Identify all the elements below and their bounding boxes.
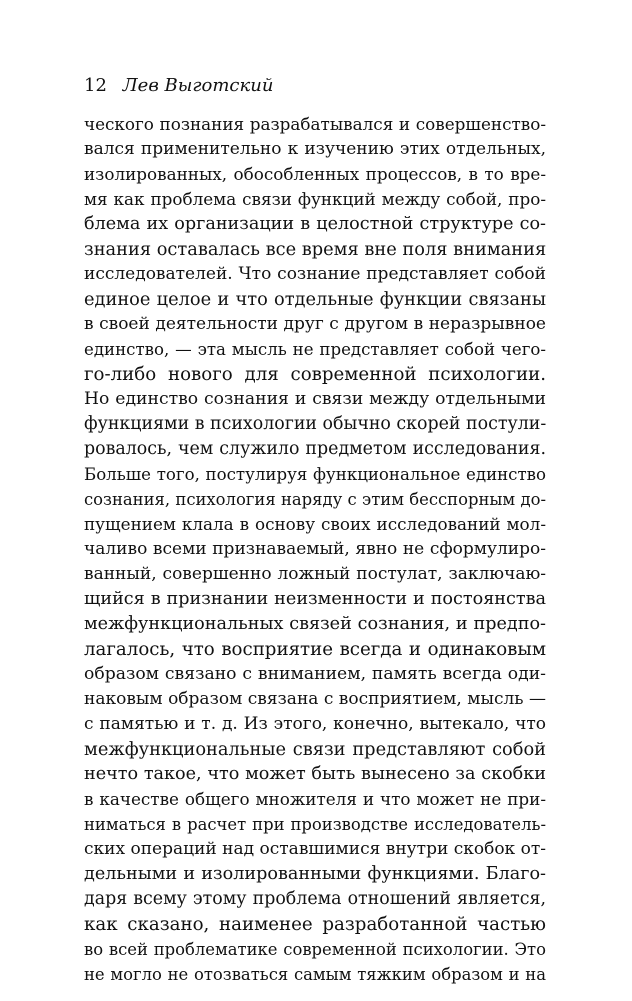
running-title: Лев Выготский bbox=[122, 75, 274, 96]
text-line: мя как проблема связи функций между собой, про- bbox=[84, 189, 546, 209]
running-header bbox=[84, 74, 273, 98]
page-number: 12 bbox=[84, 75, 107, 96]
text-line: функциями в психологии обычно скорей постули- bbox=[84, 414, 547, 434]
text-line: ческого познания разрабатывался и совершенство- bbox=[84, 114, 546, 134]
text-line: ровалось, чем служило предметом исследования. bbox=[84, 439, 546, 459]
text-line: во всей проблематике современной психологии. Это bbox=[84, 940, 546, 959]
text-line: с памятью и т. д. Из этого, конечно, вытекало, что bbox=[84, 714, 546, 734]
text-line: наковым образом связана с восприятием, мысль — bbox=[84, 689, 546, 709]
body-text bbox=[84, 112, 546, 987]
text-line: в своей деятельности друг с другом в неразрывное bbox=[84, 314, 546, 334]
text-line: дельными и изолированными функциями. Благо- bbox=[84, 864, 546, 884]
text-line: ниматься в расчет при производстве исследователь- bbox=[84, 815, 546, 834]
text-line: исследователей. Что сознание представляет собой bbox=[84, 264, 546, 284]
text-line: го-либо нового для современной психологии. bbox=[84, 364, 546, 385]
text-line: знания оставалась все время вне поля внимания bbox=[84, 239, 547, 260]
text-line: ских операций над оставшимися внутри скобок от- bbox=[84, 839, 546, 859]
text-line: вался применительно к изучению этих отдельных, bbox=[84, 139, 546, 159]
text-line: ванный, совершенно ложный постулат, заключаю- bbox=[84, 564, 546, 584]
text-line: блема их организации в целостной структуре со- bbox=[84, 214, 546, 234]
text-line: лагалось, что восприятие всегда и одинаковым bbox=[84, 639, 546, 660]
text-line: даря всему этому проблема отношений является, bbox=[84, 889, 546, 909]
text-line: в качестве общего множителя и что может не при- bbox=[84, 789, 546, 809]
text-line: образом связано с вниманием, память всегда оди- bbox=[84, 664, 546, 684]
text-line: нечто такое, что может быть вынесено за скобки bbox=[84, 764, 546, 784]
text-line: единство, — эта мысль не представляет собой чего- bbox=[84, 340, 546, 359]
text-line: чаливо всеми признаваемый, явно не сформулиро- bbox=[84, 539, 546, 559]
text-line: Но единство сознания и связи между отдельными bbox=[84, 389, 546, 409]
text-line: сознания, психология наряду с этим бесспорным до- bbox=[84, 490, 546, 509]
text-line: пущением клала в основу своих исследований мол- bbox=[84, 514, 546, 534]
text-line: как сказано, наименее разработанной частью bbox=[84, 914, 546, 935]
text-line: Больше того, постулируя функциональное единство bbox=[84, 465, 546, 484]
text-line: межфункциональных связей сознания, и предпо- bbox=[84, 614, 546, 634]
text-line: щийся в признании неизменности и постоянства bbox=[84, 589, 546, 609]
text-line: не могло не отозваться самым тяжким образом и на bbox=[84, 965, 546, 984]
text-line: межфункциональные связи представляют собой bbox=[84, 739, 546, 760]
text-line: единое целое и что отдельные функции связаны bbox=[84, 289, 546, 310]
text-line: изолированных, обособленных процессов, в то вре- bbox=[84, 164, 546, 184]
